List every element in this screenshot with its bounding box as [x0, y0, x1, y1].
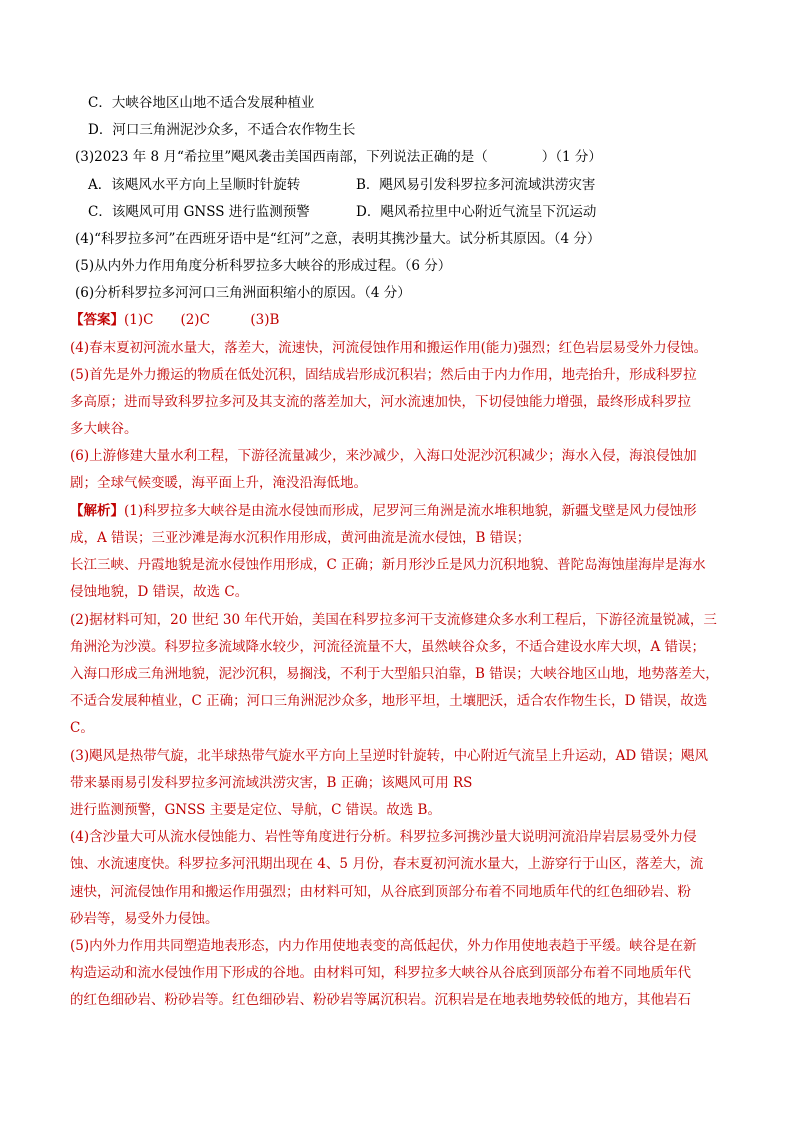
q5-stem: (5)从内外力作用角度分析科罗拉多大峡谷的形成过程。（6 分） [75, 258, 452, 274]
analysis-1-line: 侵蚀地貌，D 错误，故选 C。 [70, 584, 249, 600]
analysis-4-line: (4)含沙量大可从流水侵蚀能力、岩性等角度进行分析。科罗拉多河携沙量大说明河流沿岸岩层易受外力侵 [70, 829, 697, 845]
analysis-1-line: 长江三峡、丹霞地貌是流水侵蚀作用形成，C 正确；新月形沙丘是风力沉积地貌、普陀岛海蚀崖海岸是海水 [70, 557, 706, 573]
q6-stem: (6)分析科罗拉多河河口三角洲面积缩小的原因。（4 分） [75, 285, 411, 301]
q3-option-c: C．该飓风可用 GNSS 进行监测预警 [88, 204, 310, 220]
q3-options-cd [88, 202, 794, 222]
analysis-label: 【解析】 [70, 503, 124, 519]
answer-4: (4)春末夏初河流水量大，落差大，流速快，河流侵蚀作用和搬运作用(能力)强烈；红色岩层易受外力侵蚀。 [70, 340, 708, 356]
answer-mc-values: (1)C (2)C (3)B [124, 312, 280, 328]
analysis-2-line: (2)据材料可知，20 世纪 30 年代开始，美国在科罗拉多河干支流修建众多水利工程后，下游径流量锐减，三 [70, 612, 717, 628]
analysis-3-line: 进行监测预警，GNSS 主要是定位、导航，C 错误。故选 B。 [70, 802, 441, 818]
answer-6-line: 剧；全球气候变暖，海平面上升，淹没沿海低地。 [70, 475, 367, 491]
analysis-2-line: 入海口形成三角洲地貌，泥沙沉积，易搁浅，不利于大型船只泊靠，B 错误；大峡谷地区山地，地势落差大， [70, 666, 719, 682]
answer-label: 【答案】 [70, 312, 124, 328]
analysis-4-line: 砂岩等，易受外力侵蚀。 [70, 911, 219, 927]
q4-stem: (4)“科罗拉多河”在西班牙语中是“红河”之意，表明其携沙量大。试分析其原因。（4 分） [75, 231, 601, 247]
analysis-1-text: (1)科罗拉多大峡谷是由流水侵蚀而形成，尼罗河三角洲是流水堆积地貌，新疆戈壁是风力侵蚀形 [124, 503, 697, 519]
q3-option-a: A．该飓风水平方向上呈顺时针旋转 [88, 177, 301, 193]
q3-stem: (3)2023 年 8 月“希拉里”飓风袭击美国西南部，下列说法正确的是（ ）（1 分） [75, 149, 602, 165]
analysis-2-line: 角洲沦为沙漠。科罗拉多流域降水较少，河流径流量不大，虽然峡谷众多，不适合建设水库大坝，A 错误； [70, 639, 706, 655]
analysis-2-line: C。 [70, 720, 94, 736]
analysis-4-line: 蚀、水流速度快。科罗拉多河汛期出现在 4、5 月份，春末夏初河流水量大，上游穿行于山区，落差大，流 [70, 856, 704, 872]
q2-option-c: C．大峡谷地区山地不适合发展种植业 [88, 95, 315, 111]
analysis-3-line: (3)飓风是热带气旋，北半球热带气旋水平方向上呈逆时针旋转，中心附近气流呈上升运动，AD 错误；飓风 [70, 748, 708, 764]
analysis-1-line: 成，A 错误；三亚沙滩是海水沉积作用形成，黄河曲流是流水侵蚀，B 错误； [70, 530, 531, 546]
analysis-5-line: 的红色细砂岩、粉砂岩等。红色细砂岩、粉砂岩等属沉积岩。沉积岩是在地表地势较低的地方，其他岩石 [70, 992, 691, 1008]
analysis-4-line: 速快，河流侵蚀作用和搬运作用强烈；由材料可知，从谷底到顶部分布着不同地质年代的红色细砂岩、粉 [70, 884, 691, 900]
analysis-5-line: 构造运动和流水侵蚀作用下形成的谷地。由材料可知，科罗拉多大峡谷从谷底到顶部分布着不同地质年代 [70, 965, 691, 981]
q2-option-d: D．河口三角洲泥沙众多，不适合农作物生长 [88, 122, 356, 138]
analysis-5-line: (5)内外力作用共同塑造地表形态，内力作用使地表变的高低起伏，外力作用使地表趋于平缓。峡谷是在新 [70, 938, 697, 954]
q3-options-ab [88, 175, 794, 195]
answer-5-line: 多大峡谷。 [70, 421, 138, 437]
answer-mc [70, 310, 794, 330]
answer-5-line: 多高原；进而导致科罗拉多河及其支流的落差加大，河水流速加快，下切侵蚀能力增强，最终形成科罗拉 [70, 394, 691, 410]
q3-option-b: B．飓风易引发科罗拉多河流域洪涝灾害 [356, 177, 596, 193]
answer-5-line: (5)首先是外力搬运的物质在低处沉积，固结成岩形成沉积岩；然后由于内力作用，地壳抬升，形成科罗拉 [70, 367, 697, 383]
analysis-2-line: 不适合发展种植业，C 正确；河口三角洲泥沙众多，地形平坦，土壤肥沃，适合农作物生长，D 错误，故选 [70, 693, 708, 709]
q3-option-d: D．飓风希拉里中心附近气流呈下沉运动 [356, 204, 597, 220]
answer-6-line: (6)上游修建大量水利工程，下游径流量减少，来沙减少，入海口处泥沙沉积减少；海水入侵，海浪侵蚀加 [70, 448, 697, 464]
analysis-3-line: 带来暴雨易引发科罗拉多河流域洪涝灾害，B 正确；该飓风可用 RS [70, 775, 473, 791]
analysis-1-line [70, 501, 794, 521]
